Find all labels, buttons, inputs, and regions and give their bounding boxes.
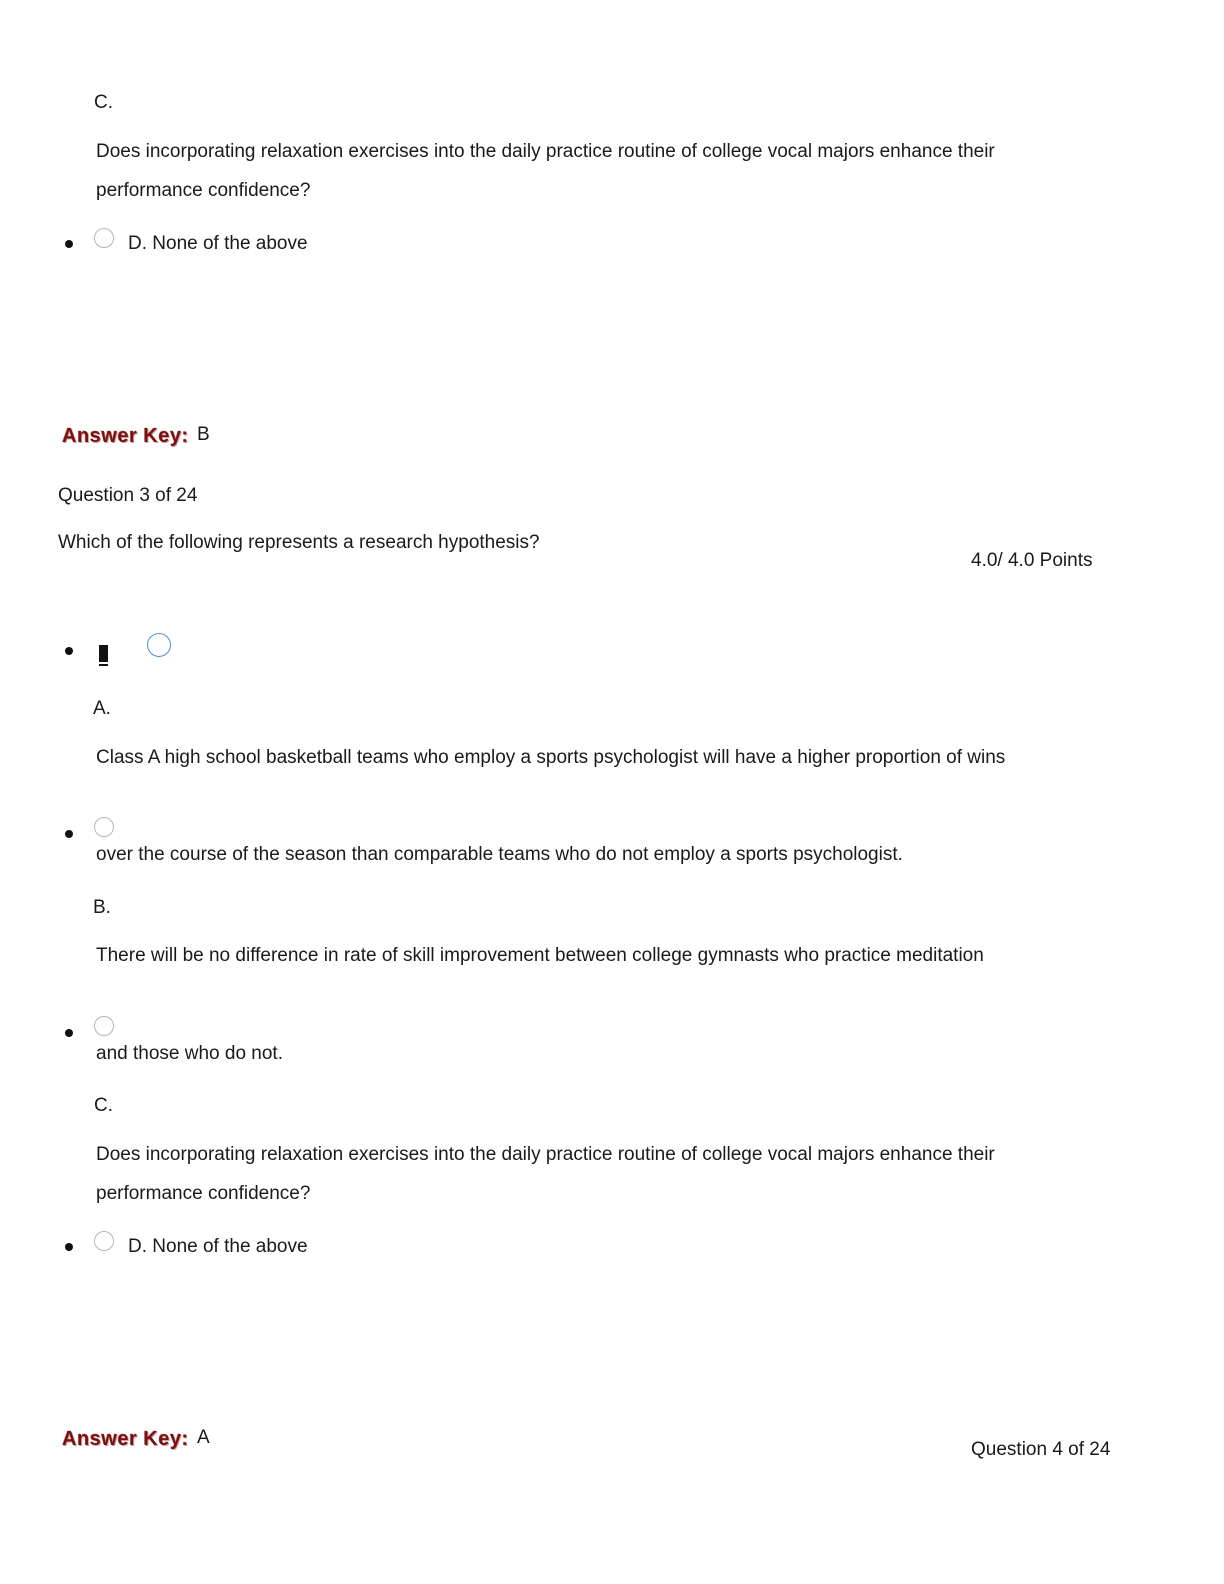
question-counter: Question 3 of 24 — [58, 485, 198, 506]
bullet-dot — [65, 240, 73, 248]
option-b-text-line2: and those who do not. — [96, 1043, 283, 1064]
option-a-text-line1: Class A high school basketball teams who employ a sports psychologist will have a higher proportion of wins — [96, 747, 1006, 768]
option-b-text-line1: There will be no difference in rate of skill improvement between college gymnasts who practice meditation — [96, 945, 984, 966]
option-d-radio[interactable] — [94, 1231, 114, 1251]
bullet-dot — [65, 1243, 73, 1251]
option-c-label: C. — [94, 1095, 113, 1116]
question-prompt: Which of the following represents a research hypothesis? — [58, 532, 540, 553]
bullet-dot — [65, 830, 73, 838]
option-d-text: D. None of the above — [128, 1236, 308, 1257]
answer-key-value: A — [197, 1427, 210, 1448]
points-score: 4.0/ 4.0 Points — [971, 550, 1093, 571]
option-a-label: A. — [93, 698, 111, 719]
option-c-label: C. — [94, 92, 113, 113]
option-b-label: B. — [93, 897, 111, 918]
option-d-text: D. None of the above — [128, 233, 308, 254]
option-a-radio[interactable] — [147, 633, 171, 657]
option-c-text-line1: Does incorporating relaxation exercises into the daily practice routine of college vocal majors enhance their — [96, 1144, 995, 1165]
option-c-text-line2: performance confidence? — [96, 1183, 311, 1204]
selected-marker-icon — [99, 645, 108, 662]
bullet-dot — [65, 1029, 73, 1037]
option-c-text-line1: Does incorporating relaxation exercises into the daily practice routine of college vocal majors enhance their — [96, 141, 995, 162]
answer-key-label: Answer Key: — [62, 425, 189, 447]
bullet-dot — [65, 647, 73, 655]
answer-key-value: B — [197, 424, 210, 445]
option-c-text-line2: performance confidence? — [96, 180, 311, 201]
option-b-radio[interactable] — [94, 817, 114, 837]
option-d-radio[interactable] — [94, 228, 114, 248]
option-c-radio[interactable] — [94, 1016, 114, 1036]
option-a-text-line2: over the course of the season than comparable teams who do not employ a sports psychologist. — [96, 844, 903, 865]
question-counter: Question 4 of 24 — [971, 1439, 1111, 1460]
answer-key-label: Answer Key: — [62, 1428, 189, 1450]
